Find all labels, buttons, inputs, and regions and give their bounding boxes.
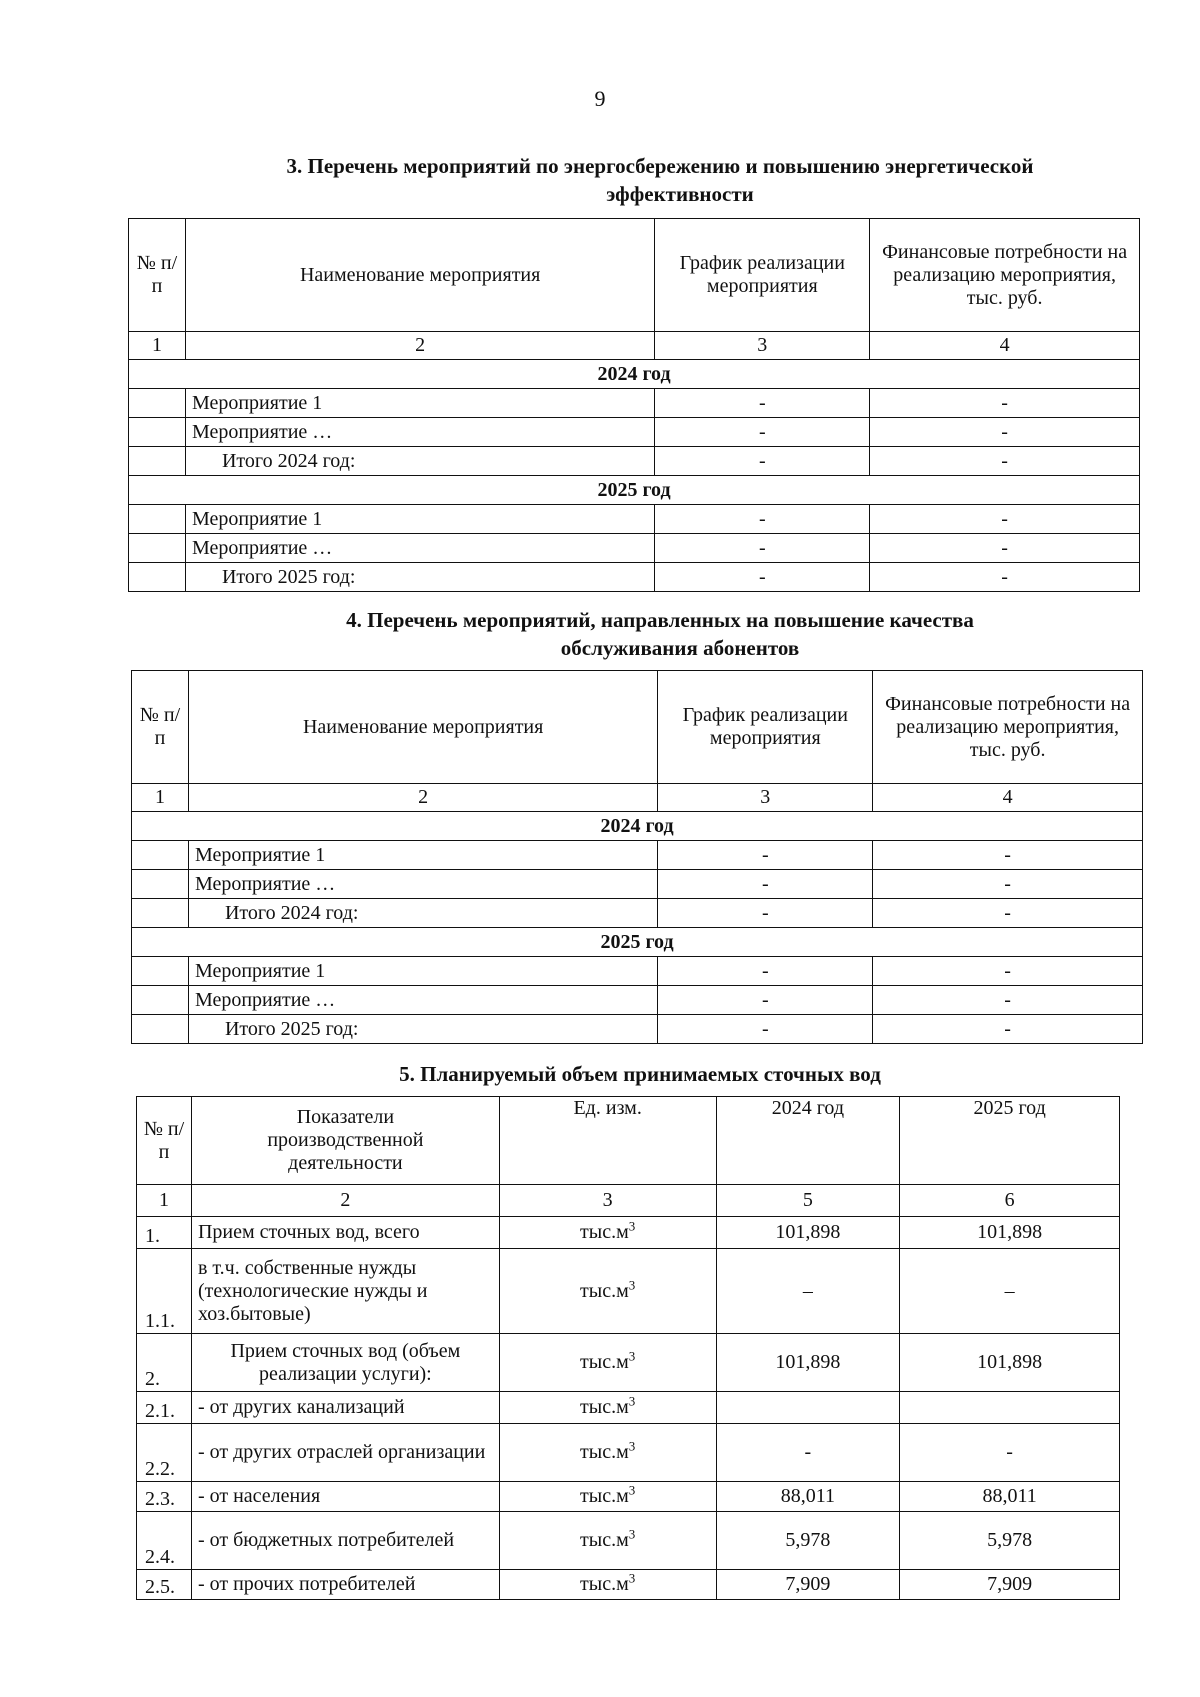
row-2025: 101,898: [900, 1334, 1120, 1392]
colnum-6: 6: [900, 1185, 1120, 1217]
row-finance: -: [873, 870, 1143, 899]
colnum-4: 4: [873, 784, 1143, 812]
row-2025: 101,898: [900, 1217, 1120, 1249]
year-header: 2025 год: [132, 928, 1143, 957]
header-num: № п/п: [137, 1097, 192, 1185]
total-name: Итого 2025 год:: [185, 563, 654, 592]
row-name: Мероприятие …: [185, 534, 654, 563]
row-num: 2.2.: [137, 1424, 192, 1482]
row-unit: $тыс.м^3$: [499, 1570, 716, 1600]
colnum-1: 1: [137, 1185, 192, 1217]
row-finance: -: [870, 534, 1140, 563]
section-4-title-line1: 4. Перечень мероприятий, направленных на повышение качества: [346, 608, 974, 632]
section-5-title: 5. Планируемый объем принимаемых сточных вод: [399, 1062, 881, 1086]
row-unit: $тыс.м^3$: [499, 1424, 716, 1482]
row-indicator: Прием сточных вод, всего: [191, 1217, 499, 1249]
total-finance: -: [873, 899, 1143, 928]
table-cell: [129, 505, 186, 534]
header-2025: 2025 год: [900, 1097, 1120, 1185]
page-number: 9: [594, 86, 606, 111]
table-row: [137, 1392, 1120, 1424]
row-indicator: - от населения: [191, 1482, 499, 1512]
row-2024: –: [716, 1249, 900, 1334]
row-name: Мероприятие …: [185, 418, 654, 447]
row-2024: 101,898: [716, 1334, 900, 1392]
row-schedule: -: [655, 534, 870, 563]
colnum-2: 2: [185, 332, 654, 360]
row-unit: $тыс.м^3$: [499, 1217, 716, 1249]
section-3-title-line2: эффективности: [606, 182, 754, 206]
row-schedule: -: [658, 957, 873, 986]
row-indicator: - от других отраслей организации: [191, 1424, 499, 1482]
row-indicator: - от бюджетных потребителей: [191, 1512, 499, 1570]
row-2024: -: [716, 1424, 900, 1482]
total-finance: -: [870, 447, 1140, 476]
row-finance: -: [873, 841, 1143, 870]
row-num: 1.: [137, 1217, 192, 1249]
total-name: Итого 2025 год:: [188, 1015, 657, 1044]
row-2025: -: [900, 1424, 1120, 1482]
row-2024: 7,909: [716, 1570, 900, 1600]
row-schedule: -: [658, 986, 873, 1015]
colnum-3: 3: [499, 1185, 716, 1217]
table-cell: [129, 563, 186, 592]
total-name: Итого 2024 год:: [188, 899, 657, 928]
header-name: Наименование мероприятия: [185, 219, 654, 332]
row-2024: 88,011: [716, 1482, 900, 1512]
section-4-title-line2: обслуживания абонентов: [560, 636, 800, 660]
table-row: [137, 1512, 1120, 1570]
table-row: [137, 1249, 1120, 1334]
row-name: Мероприятие 1: [185, 389, 654, 418]
row-num: 2.3.: [137, 1482, 192, 1512]
table-cell: [129, 389, 186, 418]
row-name: Мероприятие 1: [188, 841, 657, 870]
header-schedule: График реализации мероприятия: [655, 219, 870, 332]
row-2024: 5,978: [716, 1512, 900, 1570]
total-schedule: -: [655, 563, 870, 592]
row-name: Мероприятие …: [188, 986, 657, 1015]
table-cell: [132, 841, 189, 870]
table-cell: [132, 986, 189, 1015]
section-4-title: [220, 606, 1100, 662]
row-unit: $тыс.м^3$: [499, 1512, 716, 1570]
colnum-1: 1: [132, 784, 189, 812]
table-row: [137, 1570, 1120, 1600]
row-num: 2.4.: [137, 1512, 192, 1570]
row-unit: $тыс.м^3$: [499, 1392, 716, 1424]
table-cell: [132, 1015, 189, 1044]
row-num: 2.5.: [137, 1570, 192, 1600]
colnum-3: 3: [658, 784, 873, 812]
colnum-2: 2: [191, 1185, 499, 1217]
header-finance: Финансовые потребности на реализацию мероприятия, тыс. руб.: [873, 671, 1143, 784]
row-num: 1.1.: [137, 1249, 192, 1334]
colnum-3: 3: [655, 332, 870, 360]
header-unit: Ед. изм.: [499, 1097, 716, 1185]
row-name: Мероприятие 1: [185, 505, 654, 534]
row-unit: $тыс.м^3$: [499, 1482, 716, 1512]
row-schedule: -: [658, 870, 873, 899]
row-indicator: - от других канализаций: [191, 1392, 499, 1424]
header-finance: Финансовые потребности на реализацию мероприятия, тыс. руб.: [870, 219, 1140, 332]
section-3-table: [128, 218, 1140, 592]
header-num: № п/п: [132, 671, 189, 784]
total-schedule: -: [658, 899, 873, 928]
row-finance: -: [870, 418, 1140, 447]
table-cell: [129, 447, 186, 476]
table-row: [137, 1334, 1120, 1392]
table-cell: [132, 957, 189, 986]
row-schedule: -: [655, 389, 870, 418]
row-name: Мероприятие …: [188, 870, 657, 899]
row-schedule: -: [655, 505, 870, 534]
colnum-2: 2: [188, 784, 657, 812]
header-2024: 2024 год: [716, 1097, 900, 1185]
row-2025: 5,978: [900, 1512, 1120, 1570]
table-row: [137, 1217, 1120, 1249]
row-indicator: в т.ч. собственные нужды (технологические нужды и хоз.бытовые): [191, 1249, 499, 1334]
row-2025: 7,909: [900, 1570, 1120, 1600]
total-schedule: -: [658, 1015, 873, 1044]
colnum-5: 5: [716, 1185, 900, 1217]
table-cell: [132, 899, 189, 928]
row-finance: -: [870, 389, 1140, 418]
header-name: Наименование мероприятия: [188, 671, 657, 784]
row-2024: 101,898: [716, 1217, 900, 1249]
row-num: 2.: [137, 1334, 192, 1392]
row-2025: [900, 1392, 1120, 1424]
total-finance: -: [870, 563, 1140, 592]
table-cell: [132, 870, 189, 899]
row-indicator: - от прочих потребителей: [191, 1570, 499, 1600]
row-2025: –: [900, 1249, 1120, 1334]
row-unit: $тыс.м^3$: [499, 1334, 716, 1392]
row-2024: [716, 1392, 900, 1424]
total-schedule: -: [655, 447, 870, 476]
colnum-4: 4: [870, 332, 1140, 360]
header-indicator: Показатели производственной деятельности: [191, 1097, 499, 1185]
year-header: 2024 год: [132, 812, 1143, 841]
row-2025: 88,011: [900, 1482, 1120, 1512]
row-num: 2.1.: [137, 1392, 192, 1424]
year-header: 2025 год: [129, 476, 1140, 505]
table-cell: [129, 534, 186, 563]
row-schedule: -: [658, 841, 873, 870]
year-header: 2024 год: [129, 360, 1140, 389]
section-3-title: [220, 152, 1100, 208]
table-row: [137, 1424, 1120, 1482]
row-unit: $тыс.м^3$: [499, 1249, 716, 1334]
row-name: Мероприятие 1: [188, 957, 657, 986]
section-3-title-line1: 3. Перечень мероприятий по энергосбережению и повышению энергетической: [286, 154, 1034, 178]
header-schedule: График реализации мероприятия: [658, 671, 873, 784]
header-num: № п/п: [129, 219, 186, 332]
row-finance: -: [873, 957, 1143, 986]
section-4-table: [131, 670, 1143, 1044]
table-cell: [129, 418, 186, 447]
section-5-table: [136, 1096, 1120, 1600]
row-schedule: -: [655, 418, 870, 447]
row-indicator: Прием сточных вод (объем реализации услуги):: [191, 1334, 499, 1392]
total-name: Итого 2024 год:: [185, 447, 654, 476]
row-finance: -: [873, 986, 1143, 1015]
table-row: [137, 1482, 1120, 1512]
row-finance: -: [870, 505, 1140, 534]
colnum-1: 1: [129, 332, 186, 360]
total-finance: -: [873, 1015, 1143, 1044]
